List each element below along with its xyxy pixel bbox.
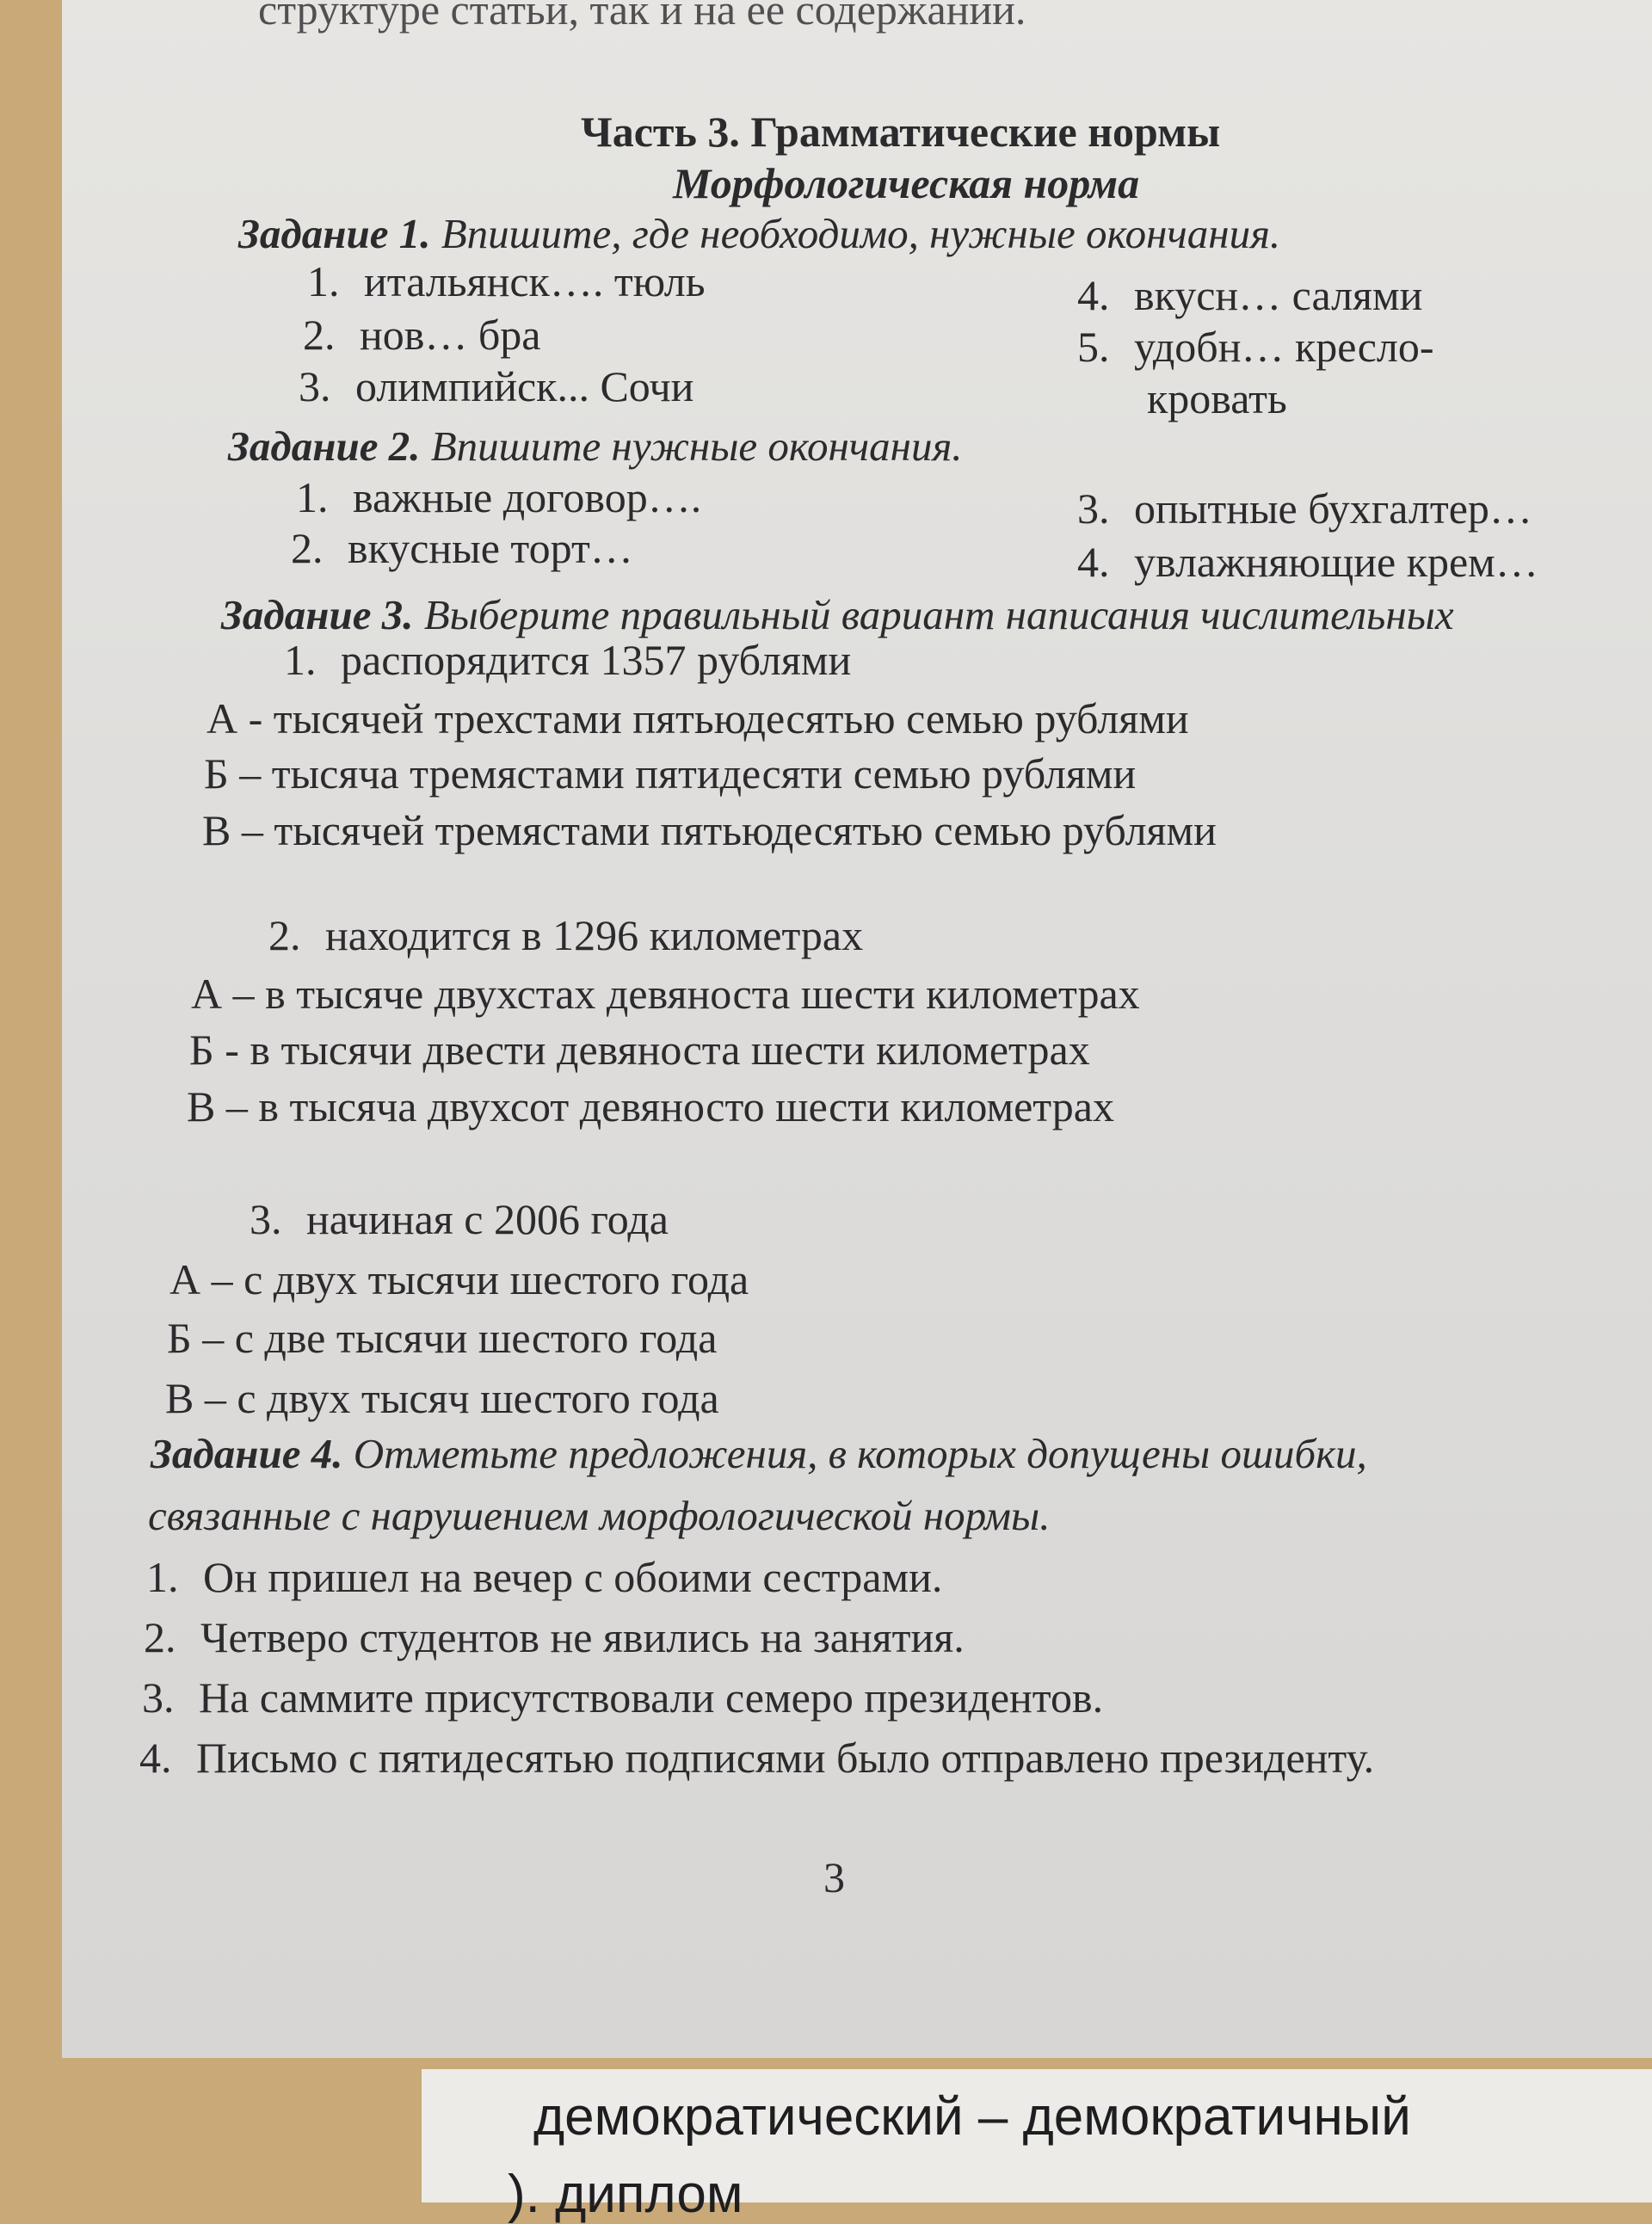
task2-item-text: опытные бухгалтер… (1134, 484, 1532, 533)
second-page-line: демократический – демократичный (533, 2087, 1411, 2147)
task4-instruction-line2: связанные с нарушением морфологической нормы. (148, 1492, 1051, 1539)
task3-question (268, 911, 864, 959)
task4-item (144, 1613, 965, 1661)
task2-item-number: 1. (296, 473, 329, 521)
task4-item (146, 1553, 943, 1601)
task3-option: В – с двух тысяч шестого года (165, 1374, 719, 1422)
second-page-line: ). диплом (508, 2165, 743, 2224)
task1-label: Задание 1. (238, 210, 431, 257)
task3-option: А - тысячей трехстами пятьюдесятью семью рублями (206, 694, 1189, 742)
task2-item (291, 524, 633, 572)
task3-question (284, 636, 852, 684)
task4-item-text: Он пришел на вечер с обоими сестрами. (203, 1553, 943, 1601)
task1-item-number: 1. (307, 257, 340, 305)
task4-item (142, 1673, 1104, 1722)
part-heading: Часть 3. Грамматические нормы (581, 108, 1221, 156)
task3-option: Б – с две тысячи шестого года (167, 1314, 718, 1362)
task1-item (1077, 323, 1434, 371)
task2-item-text: вкусные торт… (348, 524, 633, 572)
task2-item-text: увлажняющие крем… (1134, 538, 1538, 586)
task1-item-text: итальянск…. тюль (364, 257, 706, 305)
task4-item (139, 1734, 1375, 1782)
task3-instruction: Выберите правильный вариант написания числительных (423, 591, 1454, 638)
task1-item (303, 311, 541, 359)
task1-heading (238, 210, 1281, 257)
task3-question (250, 1195, 669, 1243)
task1-item (307, 257, 706, 305)
task4-label: Задание 4. (151, 1430, 343, 1477)
task1-item-number: 5. (1077, 323, 1110, 371)
task4-heading (151, 1432, 1367, 1475)
task3-option: А – с двух тысячи шестого года (170, 1255, 749, 1303)
task4-item-number: 4. (139, 1734, 172, 1782)
second-page-fragment (422, 2069, 1652, 2224)
page-number: 3 (823, 1853, 845, 1901)
task3-label: Задание 3. (221, 591, 414, 638)
task4-item-text: Четверо студентов не явились на занятия. (200, 1613, 965, 1661)
task3-question-number: 1. (284, 636, 317, 684)
task4-item-text: Письмо с пятидесятью подписями было отправлено президенту. (196, 1734, 1375, 1782)
task1-item-text: вкусн… салями (1134, 271, 1423, 319)
task3-option: Б - в тысячи двести девяноста шести километрах (189, 1026, 1090, 1074)
task4-item-number: 1. (146, 1553, 179, 1601)
task2-item (1077, 538, 1538, 586)
task2-item-text: важные договор…. (353, 473, 702, 521)
task4-instruction: Отметьте предложения, в которых допущены ошибки, (353, 1430, 1367, 1477)
worksheet-page (62, 0, 1652, 2058)
task2-label: Задание 2. (228, 422, 421, 470)
previous-text-line: структуре статьи, так и на ее содержании. (258, 0, 1026, 34)
task3-option: Б – тысяча тремястами пятидесяти семью рублями (204, 749, 1137, 798)
task1-instruction: Впишите, где необходимо, нужные окончания. (441, 210, 1281, 257)
task1-item-number: 4. (1077, 271, 1110, 319)
task3-question-number: 3. (250, 1195, 282, 1243)
task3-option: В – тысячей тремястами пятьюдесятью семью рублями (202, 806, 1217, 854)
task2-item-number: 3. (1077, 484, 1110, 533)
section-heading: Морфологическая норма (673, 159, 1140, 207)
task1-item-continuation: кровать (1147, 374, 1287, 422)
task3-question-text: начиная с 2006 года (306, 1195, 669, 1243)
task2-item (296, 473, 702, 521)
task4-item-number: 2. (144, 1613, 176, 1661)
task2-heading (228, 422, 963, 470)
task2-item-number: 2. (291, 524, 324, 572)
task1-item-text: нов… бра (360, 311, 541, 359)
task3-question-number: 2. (268, 911, 301, 959)
task3-question-text: находится в 1296 километрах (325, 911, 864, 959)
task2-item-number: 4. (1077, 538, 1110, 586)
task3-heading (221, 591, 1454, 638)
task2-instruction: Впишите нужные окончания. (430, 422, 963, 470)
task3-option: А – в тысяче двухстах девяноста шести километрах (191, 970, 1140, 1018)
task3-option: В – в тысяча двухсот девяносто шести километрах (187, 1082, 1114, 1130)
task1-item (299, 362, 694, 410)
task4-item-text: На саммите присутствовали семеро президентов. (199, 1673, 1104, 1722)
task1-item-number: 2. (303, 311, 336, 359)
task1-item-number: 3. (299, 362, 331, 410)
task2-item (1077, 484, 1532, 533)
task1-item (1077, 271, 1423, 319)
task1-item-text: олимпийск... Сочи (355, 362, 694, 410)
task4-item-number: 3. (142, 1673, 175, 1722)
task3-question-text: распорядится 1357 рублями (341, 636, 852, 684)
task1-item-text: удобн… кресло- (1134, 323, 1434, 371)
